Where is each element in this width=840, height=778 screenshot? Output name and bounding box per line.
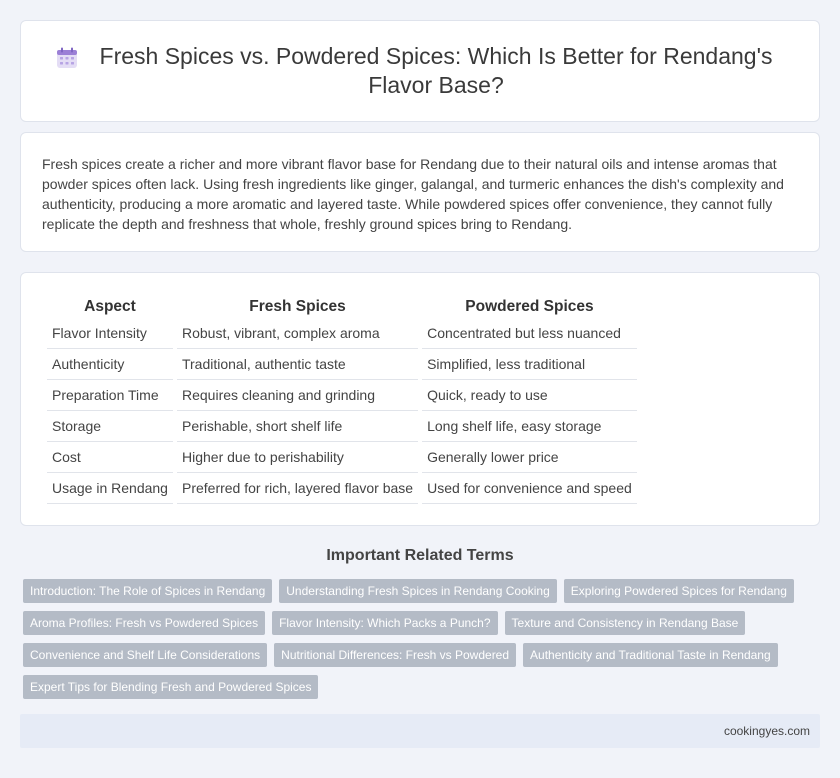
table-cell: Simplified, less traditional xyxy=(422,349,637,380)
footer xyxy=(20,714,820,748)
table-cell: Preferred for rich, layered flavor base xyxy=(177,473,418,504)
related-term-tag[interactable]: Convenience and Shelf Life Considerations xyxy=(23,643,267,667)
related-term-tag[interactable]: Authenticity and Traditional Taste in Rendang xyxy=(523,643,778,667)
table-cell: Concentrated but less nuanced xyxy=(422,318,637,349)
table-cell: Long shelf life, easy storage xyxy=(422,411,637,442)
related-term-tag[interactable]: Aroma Profiles: Fresh vs Powdered Spices xyxy=(23,611,265,635)
table-cell: Higher due to perishability xyxy=(177,442,418,473)
related-term-tag[interactable]: Expert Tips for Blending Fresh and Powdered Spices xyxy=(23,675,318,699)
table-cell: Requires cleaning and grinding xyxy=(177,380,418,411)
intro-paragraph: Fresh spices create a richer and more vibrant flavor base for Rendang due to their natural oils and intense aromas that powder spices often lack. Using fresh ingredients like ginger, galangal, and turmeric enhances the dish's complexity and authenticity, producing a more aromatic and layered taste. While powdered spices offer convenience, they cannot fully replicate the depth and freshness that whole, freshly ground spices bring to Rendang. xyxy=(42,156,784,232)
tag-row xyxy=(23,643,823,667)
table-cell: Authenticity xyxy=(47,349,173,380)
table-cell: Preparation Time xyxy=(47,380,173,411)
header-card xyxy=(20,20,820,122)
tag-row xyxy=(23,611,823,635)
table-header-row xyxy=(47,295,637,318)
table-cell: Perishable, short shelf life xyxy=(177,411,418,442)
table-cell: Quick, ready to use xyxy=(422,380,637,411)
table-cell: Usage in Rendang xyxy=(47,473,173,504)
related-terms-title: Important Related Terms xyxy=(326,547,514,564)
comparison-table xyxy=(43,295,641,504)
table-cell: Flavor Intensity xyxy=(47,318,173,349)
related-term-tag[interactable]: Introduction: The Role of Spices in Rendang xyxy=(23,579,272,603)
related-term-tag[interactable]: Nutritional Differences: Fresh vs Powdered xyxy=(274,643,516,667)
table-cell: Used for convenience and speed xyxy=(422,473,637,504)
table-row xyxy=(47,473,637,504)
related-term-tag[interactable]: Texture and Consistency in Rendang Base xyxy=(505,611,746,635)
tag-row xyxy=(23,579,823,603)
table-row xyxy=(47,442,637,473)
column-header: Powdered Spices xyxy=(465,298,594,315)
table-cell: Generally lower price xyxy=(422,442,637,473)
table-cell: Cost xyxy=(47,442,173,473)
related-terms-list xyxy=(23,579,823,707)
related-term-tag[interactable]: Flavor Intensity: Which Packs a Punch? xyxy=(272,611,497,635)
footer-site-name[interactable]: cookingyes.com xyxy=(723,724,810,738)
related-term-tag[interactable]: Exploring Powdered Spices for Rendang xyxy=(564,579,794,603)
table-cell: Traditional, authentic taste xyxy=(177,349,418,380)
table-row xyxy=(47,349,637,380)
table-cell: Storage xyxy=(47,411,173,442)
related-term-tag[interactable]: Understanding Fresh Spices in Rendang Cooking xyxy=(279,579,557,603)
table-row xyxy=(47,411,637,442)
table-row xyxy=(47,318,637,349)
tag-row xyxy=(23,675,823,699)
table-row xyxy=(47,380,637,411)
column-header: Aspect xyxy=(84,298,136,315)
table-cell: Robust, vibrant, complex aroma xyxy=(177,318,418,349)
intro-card xyxy=(20,132,820,252)
page-title: Fresh Spices vs. Powdered Spices: Which Is Better for Rendang's Flavor Base? xyxy=(99,43,773,98)
comparison-card xyxy=(20,272,820,526)
column-header: Fresh Spices xyxy=(249,298,346,315)
